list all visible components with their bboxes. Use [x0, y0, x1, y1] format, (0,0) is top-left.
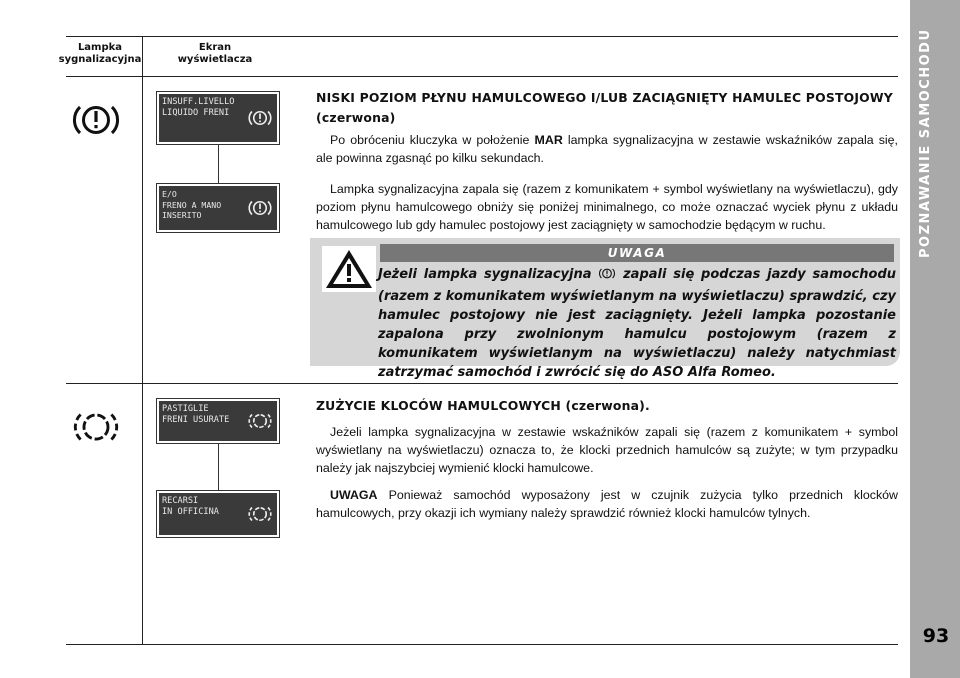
brake-warning-icon	[68, 98, 124, 142]
key-position: MAR	[534, 133, 563, 147]
header-screen-column: Ekran wyświetlacza	[177, 42, 253, 65]
display-message: RECARSI IN OFFICINA	[159, 493, 243, 535]
text: Lampka sygnalizacyjna zapala się (razem z komunikatem + symbol wyświetlany na wyświetlaczu), gdy poziom płynu hamulcowego obniży się poniżej minimalnego, co może oznaczać wyciek płynu z układu hamulcowego lub gdy hamulec postojowy jest zaciągnięty w samochodzie będącym w ruchu.	[316, 182, 898, 232]
text: Jeżeli lampka sygnalizacyjna	[378, 267, 599, 282]
display-message: E/O FRENO A MANO INSERITO	[159, 186, 243, 230]
text: Jeżeli lampka sygnalizacyjna w zestawie wskaźników zapali się (razem z komunikatem + symbol wyświetlany na wyświetlaczu) oznacza to, że klocki przednich hamulców są zużyte; w tym przypadku należy jak najszybciej wymienić klocki hamulcowe.	[316, 425, 898, 475]
header-rule	[66, 76, 898, 77]
display-message: PASTIGLIE FRENI USURATE	[159, 401, 243, 441]
section-title-brake-fluid: NISKI POZIOM PŁYNU HAMULCOWEGO I/LUB ZACIĄGNIĘTY HAMULEC POSTOJOWY (czerwona)	[316, 90, 893, 125]
display-low-brake-fluid	[156, 91, 280, 145]
display-connector	[218, 444, 219, 490]
header-lamp-column: Lampka sygnalizacyjna	[58, 42, 142, 65]
section-divider	[66, 383, 898, 384]
brake-pad-wear-icon	[243, 401, 277, 441]
brake-warning-icon	[243, 94, 277, 142]
warning-text	[318, 265, 896, 382]
bottom-rule	[66, 644, 898, 645]
brake-pad-wear-icon	[70, 406, 122, 448]
top-rule	[66, 36, 898, 37]
paragraph-pads-worn	[316, 423, 898, 477]
note-label: UWAGA	[330, 488, 378, 502]
display-go-to-workshop	[156, 490, 280, 538]
text: Po obróceniu kluczyka w położenie	[330, 133, 535, 147]
brake-warning-icon	[243, 186, 277, 230]
brake-pad-wear-icon	[243, 493, 277, 535]
paragraph-note	[316, 486, 898, 522]
text: lampka sygnalizacyjna w zestawie wskaźników zapala się, ale powinna zgasnąć po kilku sekundach.	[316, 133, 898, 165]
display-pads-worn	[156, 398, 280, 444]
display-message: INSUFF.LIVELLO LIQUIDO FRENI	[159, 94, 243, 142]
brake-warning-icon	[598, 266, 616, 287]
paragraph-lamp-on	[316, 180, 898, 234]
warning-label: UWAGA	[380, 244, 894, 262]
column-divider	[142, 36, 143, 644]
text: zapali się podczas jazdy samochodu (razem z komunikatem wyświetlanym na wyświetlaczu) sprawdzić, czy hamulec postojowy nie jest zaciągnięty. Jeżeli lampka pozostanie zapalona przy zwolnionym hamulcu postojowym (razem z komunikatem wyświetlanym na wyświetlaczu) należy natychmiast zatrzymać samochód i zwrócić się do ASO Alfa Romeo.	[378, 267, 896, 380]
display-connector	[218, 145, 219, 183]
paragraph-key-on	[316, 131, 898, 167]
page-number: 93	[922, 625, 950, 647]
section-title-brake-pads: ZUŻYCIE KLOCÓW HAMULCOWYCH (czerwona).	[316, 398, 650, 413]
text: Ponieważ samochód wyposażony jest w czujnik zużycia tylko przednich klocków hamulcowych, przy okazji ich wymiany należy sprawdzić również klocki hamulców tylnych.	[316, 488, 898, 520]
display-parking-brake	[156, 183, 280, 233]
chapter-title: POZNAWANIE SAMOCHODU	[918, 28, 933, 258]
